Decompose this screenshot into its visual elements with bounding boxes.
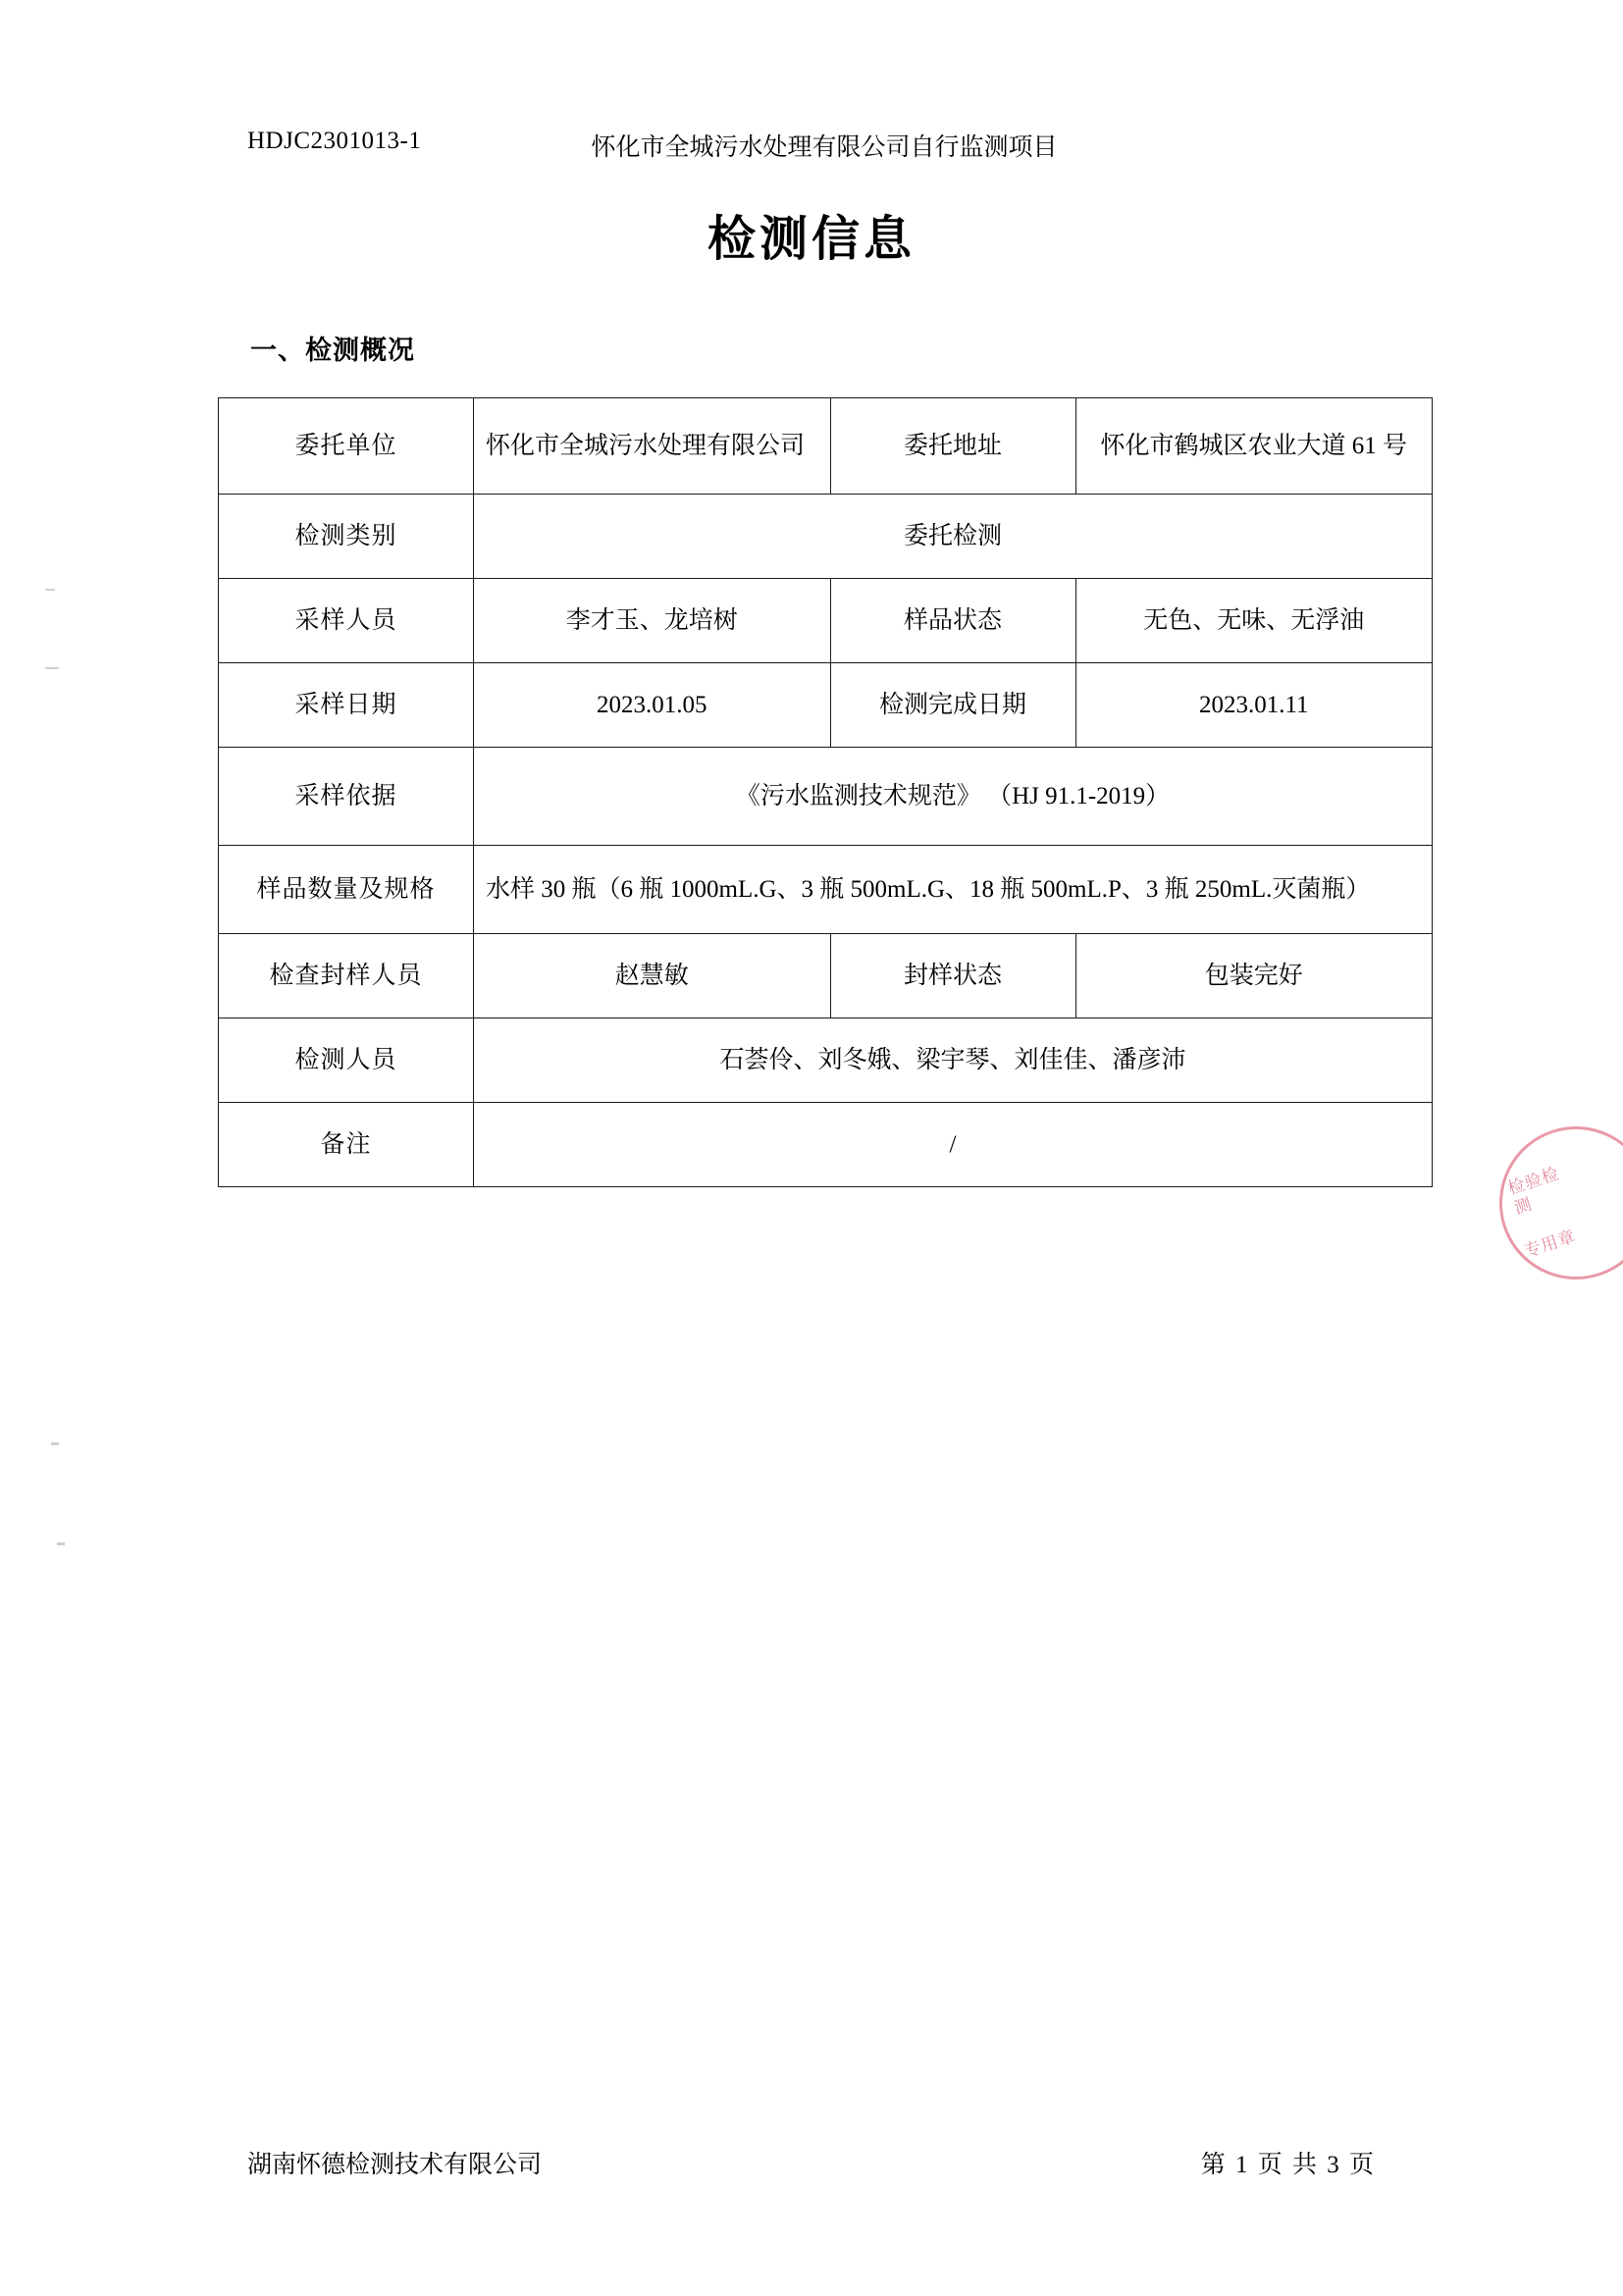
page-title: 检测信息 xyxy=(707,212,916,266)
row-label: 采样日期 xyxy=(219,663,474,748)
table-row xyxy=(219,934,1433,1018)
footer-pagination: 第 1 页 共 3 页 xyxy=(1200,2152,1376,2178)
scan-mark xyxy=(51,1442,59,1445)
row-label: 采样人员 xyxy=(219,579,474,663)
row-label: 委托单位 xyxy=(219,398,474,495)
row-mid-value: 无色、无味、无浮油 xyxy=(1075,579,1433,663)
row-label: 采样依据 xyxy=(219,748,474,846)
table-row xyxy=(219,495,1433,579)
row-value: 石荟伶、刘冬娥、梁宇琴、刘佳佳、潘彦沛 xyxy=(474,1018,1433,1103)
row-value: 李才玉、龙培树 xyxy=(474,579,831,663)
project-title: 怀化市全城污水处理有限公司自行监测项目 xyxy=(591,134,1058,161)
row-label: 样品数量及规格 xyxy=(219,846,474,934)
footer-company: 湖南怀德检测技术有限公司 xyxy=(247,2152,543,2178)
table-row xyxy=(219,846,1433,934)
row-value: / xyxy=(474,1103,1433,1187)
row-value: 赵慧敏 xyxy=(474,934,831,1018)
row-mid-label: 样品状态 xyxy=(830,579,1075,663)
row-mid-value: 包装完好 xyxy=(1075,934,1433,1018)
document-code: HDJC2301013-1 xyxy=(247,128,422,154)
scan-mark xyxy=(45,589,55,591)
row-label: 检测人员 xyxy=(219,1018,474,1103)
row-mid-value: 2023.01.11 xyxy=(1075,663,1433,748)
seal-line-2: 专用章 xyxy=(1521,1226,1579,1262)
row-value: 《污水监测技术规范》 （HJ 91.1-2019） xyxy=(474,748,1433,846)
row-value: 委托检测 xyxy=(474,495,1433,579)
table-row xyxy=(219,1018,1433,1103)
row-label: 检查封样人员 xyxy=(219,934,474,1018)
row-mid-label: 检测完成日期 xyxy=(830,663,1075,748)
row-label: 备注 xyxy=(219,1103,474,1187)
row-value: 怀化市全城污水处理有限公司 xyxy=(474,398,831,495)
row-mid-label: 委托地址 xyxy=(830,398,1075,495)
page-footer xyxy=(0,2145,1623,2180)
table-row xyxy=(219,663,1433,748)
detection-overview-table xyxy=(218,397,1433,1187)
section-heading: 一、检测概况 xyxy=(250,336,415,365)
row-label: 检测类别 xyxy=(219,495,474,579)
table-row xyxy=(219,398,1433,495)
row-mid-label: 封样状态 xyxy=(830,934,1075,1018)
row-value: 2023.01.05 xyxy=(474,663,831,748)
table-row xyxy=(219,579,1433,663)
row-value: 水样 30 瓶（6 瓶 1000mL.G、3 瓶 500mL.G、18 瓶 500mL.P、3 瓶 250mL.灭菌瓶） xyxy=(474,846,1433,934)
official-seal-stamp xyxy=(1480,1107,1623,1300)
scan-mark xyxy=(45,667,59,669)
table-row xyxy=(219,1103,1433,1187)
page-header xyxy=(0,128,1623,167)
seal-line-1: 检验检测 xyxy=(1505,1164,1562,1219)
table-row xyxy=(219,748,1433,846)
scan-mark xyxy=(57,1542,65,1545)
row-mid-value: 怀化市鹤城区农业大道 61 号 xyxy=(1075,398,1433,495)
